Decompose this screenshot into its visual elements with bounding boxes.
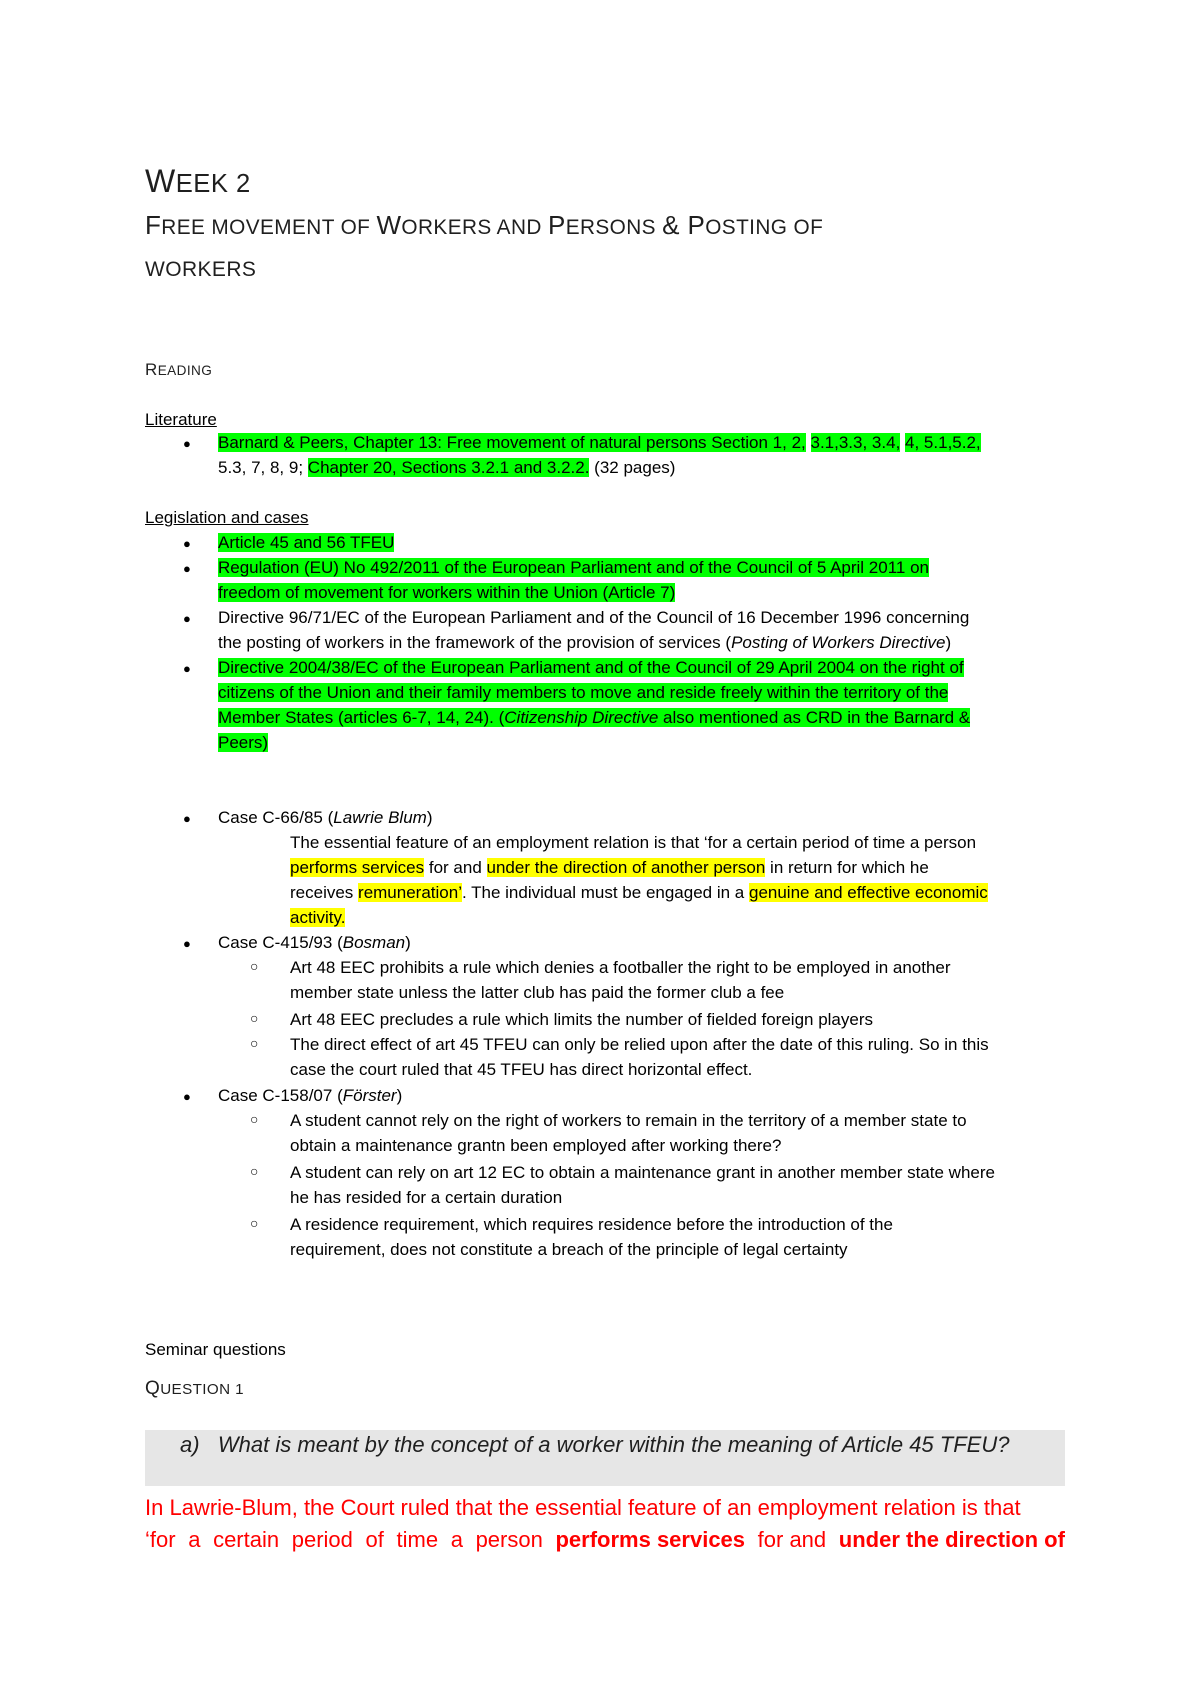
legislation-item-dir04-line-3: Member States (articles 6-7, 14, 24). (Citizenship Directive also mentioned as CRD in the Barnard & xyxy=(218,708,971,727)
case-forster-point-2-line-2: he has resided for a certain duration xyxy=(290,1188,563,1207)
answer-line-2: ‘for a certain period of time a person performs services for and under the direction of xyxy=(145,1527,1065,1552)
case-blum-line-3: receives remuneration’. The individual must be engaged in a genuine and effective economic xyxy=(290,883,988,902)
case-forster-point-1-line-2: obtain a maintenance grantn been employed after working there? xyxy=(290,1136,782,1155)
legislation-item-reg-line-2: freedom of movement for workers within the Union (Article 7) xyxy=(218,583,676,602)
bullet-icon: ● xyxy=(183,561,191,576)
legislation-item-reg-line-1: Regulation (EU) No 492/2011 of the European Parliament and of the Council of 5 April 2011 on xyxy=(218,558,929,577)
bullet-icon: ● xyxy=(183,536,191,551)
page-title: WEEK 2 xyxy=(145,163,251,199)
bullet-icon: ● xyxy=(183,611,191,626)
bullet-icon: ● xyxy=(183,436,191,451)
question-a: a) What is meant by the concept of a worker within the meaning of Article 45 TFEU? xyxy=(180,1432,1010,1457)
case-bosman-heading: Case C-415/93 (Bosman) xyxy=(218,933,411,952)
case-bosman-point-1-line-1: Art 48 EEC prohibits a rule which denies a footballer the right to be employed in another xyxy=(290,958,951,977)
case-forster-point-2-line-1: A student can rely on art 12 EC to obtain a maintenance grant in another member state where xyxy=(290,1163,995,1182)
literature-item-line-2: 5.3, 7, 8, 9; Chapter 20, Sections 3.2.1 and 3.2.2. (32 pages) xyxy=(218,458,676,477)
bullet-icon: ● xyxy=(183,811,191,826)
case-forster-heading: Case C-158/07 (Förster) xyxy=(218,1086,403,1105)
legislation-item-dir96-line-2: the posting of workers in the framework of the provision of services (Posting of Workers Directive) xyxy=(218,633,952,652)
case-forster-point-3-line-1: A residence requirement, which requires residence before the introduction of the xyxy=(290,1215,893,1234)
legislation-label: Legislation and cases xyxy=(145,508,309,527)
literature-item-line-1: Barnard & Peers, Chapter 13: Free movement of natural persons Section 1, 2, 3.1,3.3, 3.4, 4, 5.1,5.2, xyxy=(218,433,981,452)
case-bosman-point-3-line-2: case the court ruled that 45 TFEU has direct horizontal effect. xyxy=(290,1060,753,1079)
case-blum-line-2: performs services for and under the direction of another person in return for which he xyxy=(290,858,929,877)
question-1-heading: QUESTION 1 xyxy=(145,1378,244,1399)
case-bosman-point-2: Art 48 EEC precludes a rule which limits the number of fielded foreign players xyxy=(290,1010,874,1029)
circle-bullet-icon: ○ xyxy=(250,1010,259,1026)
legislation-item-dir96-line-1: Directive 96/71/EC of the European Parliament and of the Council of 16 December 1996 concerning xyxy=(218,608,970,627)
circle-bullet-icon: ○ xyxy=(250,1215,259,1231)
answer-line-1: In Lawrie-Blum, the Court ruled that the essential feature of an employment relation is that xyxy=(145,1495,1021,1520)
legislation-item-dir04-line-1: Directive 2004/38/EC of the European Parliament and of the Council of 29 April 2004 on the right of xyxy=(218,658,964,677)
case-bosman-point-1-line-2: member state unless the latter club has paid the former club a fee xyxy=(290,983,785,1002)
case-blum-line-1: The essential feature of an employment relation is that ‘for a certain period of time a person xyxy=(290,833,977,852)
case-blum-line-4: activity. xyxy=(290,908,346,927)
legislation-item-dir04-line-2: citizens of the Union and their family members to move and reside freely within the territory of the xyxy=(218,683,949,702)
literature-label: Literature xyxy=(145,410,217,429)
case-blum-heading: Case C-66/85 (Lawrie Blum) xyxy=(218,808,433,827)
reading-heading: READING xyxy=(145,360,213,379)
circle-bullet-icon: ○ xyxy=(250,1163,259,1179)
legislation-item-dir04-line-4: Peers) xyxy=(218,733,269,752)
bullet-icon: ● xyxy=(183,1089,191,1104)
circle-bullet-icon: ○ xyxy=(250,1111,259,1127)
case-forster-point-1-line-1: A student cannot rely on the right of workers to remain in the territory of a member state to xyxy=(290,1111,967,1130)
bullet-icon: ● xyxy=(183,661,191,676)
case-bosman-point-3-line-1: The direct effect of art 45 TFEU can only be relied upon after the date of this ruling. So in this xyxy=(290,1035,989,1054)
subtitle-line-2: WORKERS xyxy=(145,258,257,281)
bullet-icon: ● xyxy=(183,936,191,951)
subtitle-line-1: FREE MOVEMENT OF WORKERS AND PERSONS & POSTING OF xyxy=(145,210,824,240)
case-forster-point-3-line-2: requirement, does not constitute a breach of the principle of legal certainty xyxy=(290,1240,848,1259)
circle-bullet-icon: ○ xyxy=(250,958,259,974)
seminar-questions-label: Seminar questions xyxy=(145,1340,286,1359)
circle-bullet-icon: ○ xyxy=(250,1035,259,1051)
legislation-item-art45: Article 45 and 56 TFEU xyxy=(218,533,395,552)
